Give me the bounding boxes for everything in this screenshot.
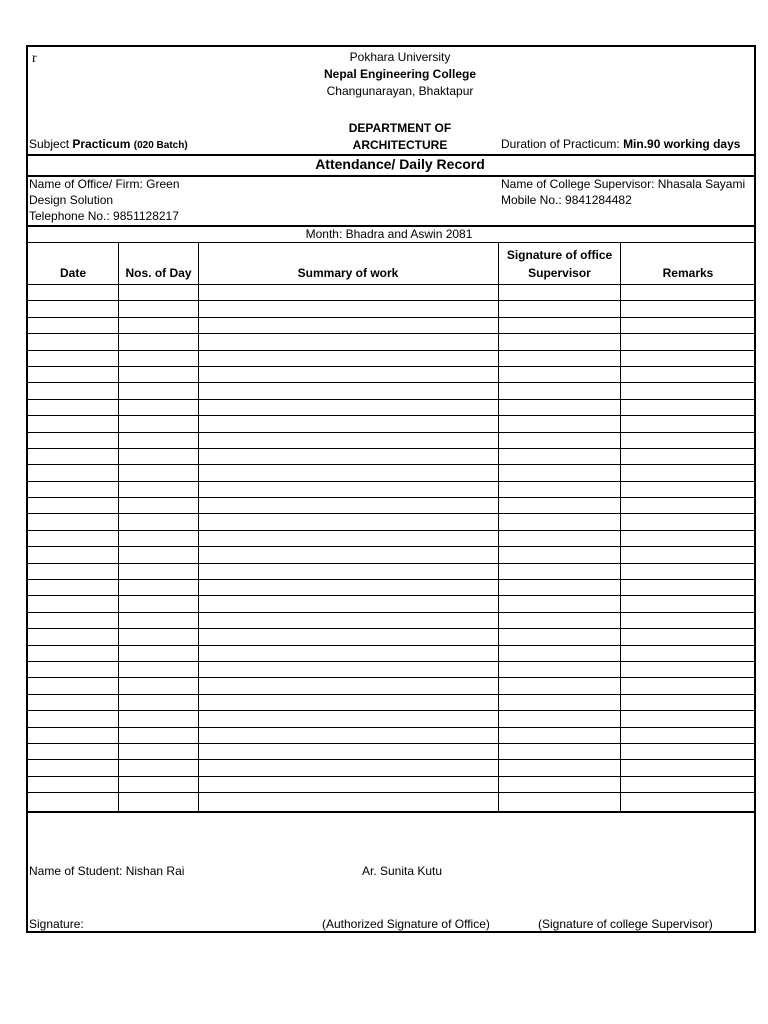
table-row [28,678,754,694]
table-row [28,383,754,399]
attendance-sheet [26,45,756,933]
table-row [28,498,754,514]
office-supervisor-name: Ar. Sunita Kutu [362,864,443,878]
college-name: Nepal Engineering College [323,67,477,81]
table-row [28,646,754,662]
subject-field [29,137,188,153]
divider [28,811,754,813]
table-row [28,449,754,465]
table-row [28,629,754,645]
signature-label: Signature: [29,917,84,931]
table-row [28,695,754,711]
table-row [28,728,754,744]
column-header-date: Date [59,266,86,280]
college-address: Changunarayan, Bhaktapur [326,84,474,98]
college-signature-caption: (Signature of college Supervisor) [538,917,713,931]
college-supervisor-mobile: Mobile No.: 9841284482 [501,193,632,207]
table-row [28,400,754,416]
office-name-line2: Design Solution [29,193,114,207]
duration-value: Min.90 working days [623,137,741,151]
column-separator [498,243,499,812]
column-header-summary: Summary of work [297,266,399,280]
table-row [28,580,754,596]
column-header-signature-line1: Signature of office [506,248,613,262]
table-row [28,547,754,563]
table-row [28,777,754,793]
table-row [28,482,754,498]
office-signature-caption: (Authorized Signature of Office) [322,917,490,931]
table-row [28,514,754,530]
table-row [28,793,754,809]
subject-label: Subject [29,137,70,151]
table-row [28,367,754,383]
office-name-line1: Name of Office/ Firm: Green [29,177,180,191]
duration-label: Duration of Practicum: [501,137,620,151]
page-title: Attendance/ Daily Record [315,156,485,172]
column-separator [620,243,621,812]
table-row [28,760,754,776]
department-line1: DEPARTMENT OF [348,121,452,135]
table-row [28,318,754,334]
table-row [28,596,754,612]
table-row [28,564,754,580]
table-row [28,711,754,727]
divider [28,242,754,243]
column-separator [118,243,119,812]
column-separator [198,243,199,812]
subject-batch: (020 Batch) [133,140,188,151]
college-supervisor-name: Name of College Supervisor: Nhasala Sayami [501,177,746,191]
column-header-signature-line2: Supervisor [528,266,591,280]
record-rows [28,285,754,810]
student-name: Name of Student: Nishan Rai [29,864,185,878]
table-row [28,351,754,367]
table-row [28,613,754,629]
table-row [28,416,754,432]
university-name: Pokhara University [349,50,451,64]
office-telephone: Telephone No.: 9851128217 [29,209,179,223]
table-row [28,662,754,678]
table-row [28,531,754,547]
column-header-remarks: Remarks [662,266,714,280]
table-row [28,285,754,301]
table-row [28,334,754,350]
corner-mark: r [32,51,37,66]
table-row [28,301,754,317]
table-row [28,433,754,449]
month-label: Month: Bhadra and Aswin 2081 [305,227,473,241]
table-row [28,744,754,760]
column-header-days: Nos. of Day [125,266,192,280]
duration-field [501,137,740,152]
department-line2: ARCHITECTURE [352,138,448,152]
subject-value: Practicum [72,137,131,151]
table-row [28,465,754,481]
